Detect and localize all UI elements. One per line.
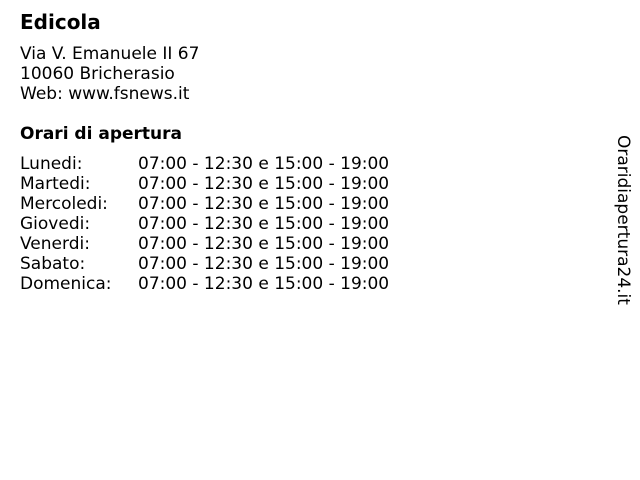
hours-row-thursday bbox=[20, 214, 389, 234]
shop-address bbox=[20, 44, 199, 104]
address-street: Via V. Emanuele II 67 bbox=[20, 44, 200, 64]
opening-hours-heading: Orari di apertura bbox=[20, 124, 182, 144]
time-range: 07:00 - 12:30 e 15:00 - 19:00 bbox=[138, 234, 390, 254]
hours-row-wednesday bbox=[20, 194, 389, 214]
day-label: Giovedi: bbox=[20, 214, 91, 234]
hours-row-tuesday bbox=[20, 174, 389, 194]
day-label: Sabato: bbox=[20, 254, 86, 274]
shop-website: Web: www.fsnews.it bbox=[20, 84, 190, 104]
hours-row-friday bbox=[20, 234, 389, 254]
hours-row-saturday bbox=[20, 254, 389, 274]
time-range: 07:00 - 12:30 e 15:00 - 19:00 bbox=[138, 274, 390, 294]
time-range: 07:00 - 12:30 e 15:00 - 19:00 bbox=[138, 254, 390, 274]
time-range: 07:00 - 12:30 e 15:00 - 19:00 bbox=[138, 174, 390, 194]
hours-row-sunday bbox=[20, 274, 389, 294]
hours-row-monday bbox=[20, 154, 389, 174]
time-range: 07:00 - 12:30 e 15:00 - 19:00 bbox=[138, 194, 390, 214]
address-city: 10060 Bricherasio bbox=[20, 64, 175, 84]
day-label: Martedi: bbox=[20, 174, 91, 194]
day-label: Venerdi: bbox=[20, 234, 90, 254]
day-label: Mercoledi: bbox=[20, 194, 108, 214]
brand-watermark: Oraridiapertura24.it bbox=[613, 135, 633, 305]
time-range: 07:00 - 12:30 e 15:00 - 19:00 bbox=[138, 154, 390, 174]
day-label: Domenica: bbox=[20, 274, 112, 294]
shop-name: Edicola bbox=[20, 10, 101, 34]
opening-hours-list bbox=[20, 154, 389, 294]
day-label: Lunedi: bbox=[20, 154, 83, 174]
time-range: 07:00 - 12:30 e 15:00 - 19:00 bbox=[138, 214, 390, 234]
